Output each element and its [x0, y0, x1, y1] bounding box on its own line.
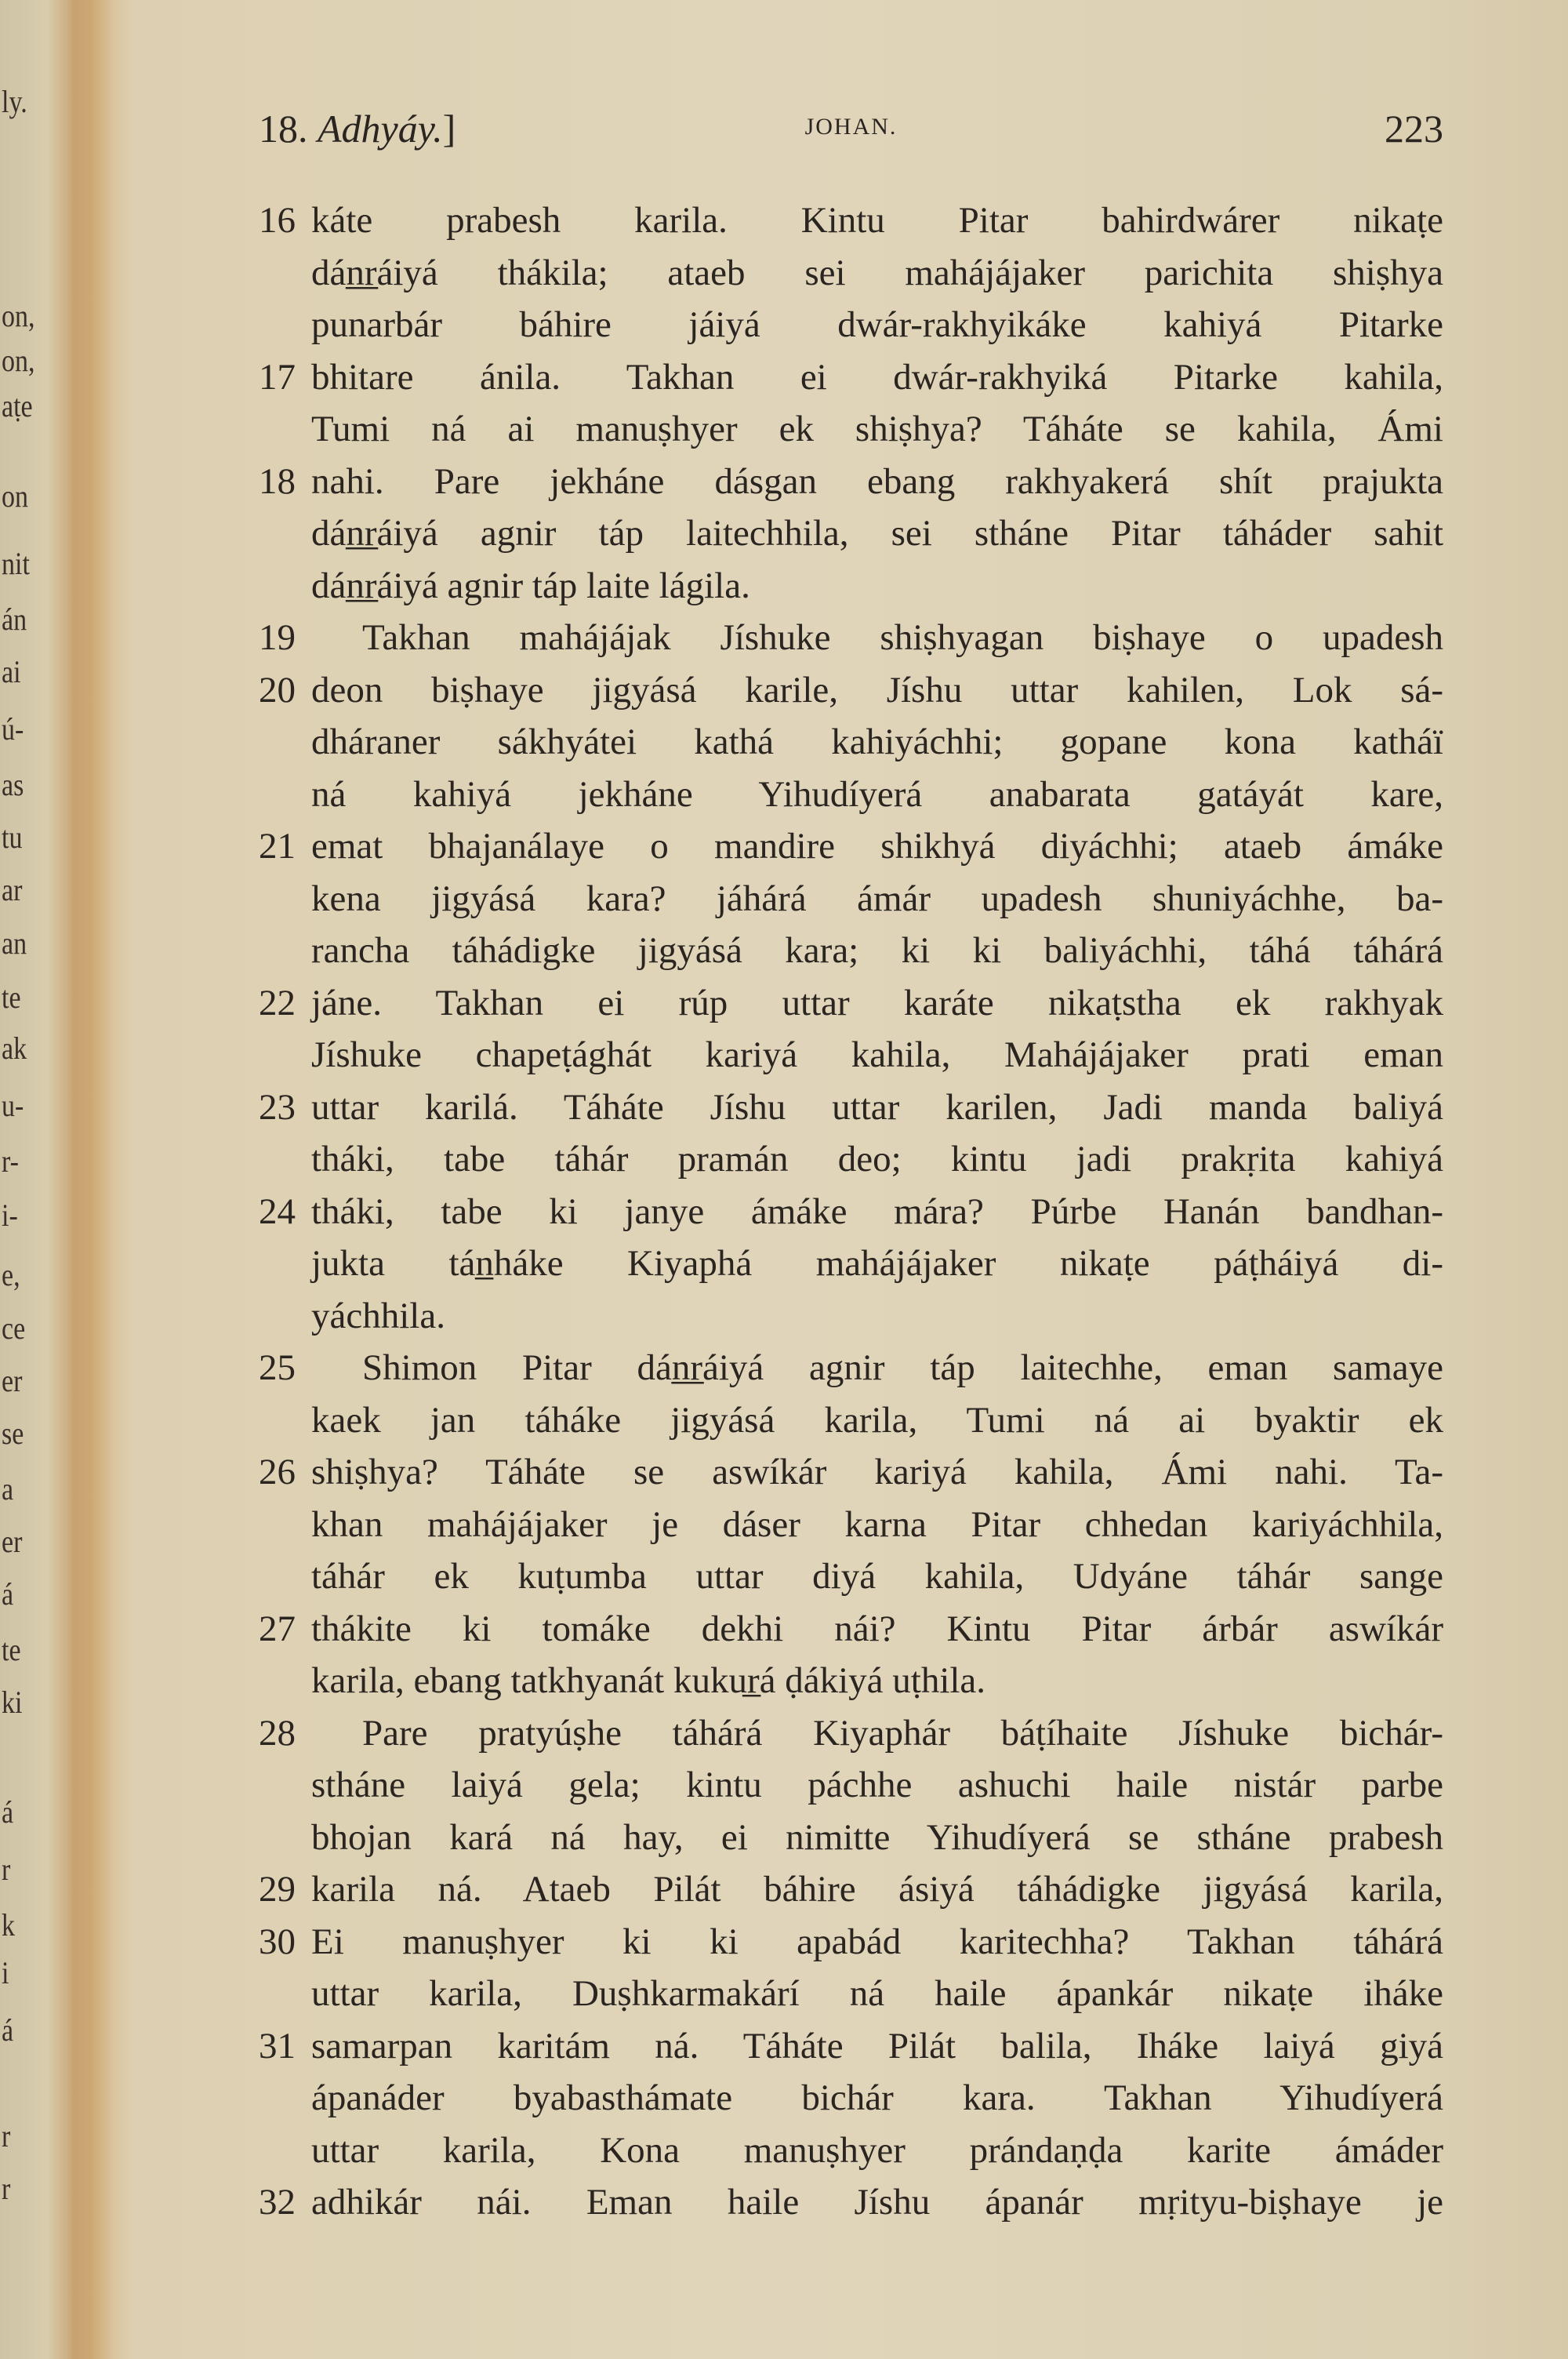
margin-fragment: ki [2, 1685, 23, 1720]
verse-number: 22 [259, 982, 296, 1023]
line-text: dán̲r̲áiyá agnir táp laitechhila, sei stháne Pitar táháder sahit [311, 513, 1443, 554]
line-text: ápanáder byabasthámate bichár kara. Takhan Yihudíyerá [311, 2077, 1443, 2118]
margin-fragment: k [2, 1907, 15, 1943]
text-line [259, 1081, 1443, 1134]
margin-fragment: ai [2, 654, 21, 689]
margin-fragment: as [2, 767, 24, 802]
text-line [259, 560, 1443, 612]
verse-number: 30 [259, 1921, 296, 1962]
text-line [259, 194, 1443, 247]
text-line [259, 612, 1443, 664]
verse-number: 19 [259, 617, 296, 658]
line-text: kena jigyásá kara? jáhárá ámár upadesh shuniyáchhe, ba- [311, 878, 1443, 919]
line-text: dháraner sákhyátei kathá kahiyáchhi; gopane kona katháï [311, 722, 1443, 762]
text-line [259, 1916, 1443, 1968]
text-line [259, 2125, 1443, 2177]
verse-number: 20 [259, 669, 296, 711]
margin-fragment: ar [2, 872, 23, 907]
text-line [259, 1446, 1443, 1499]
book-title: JOHAN. [804, 114, 898, 140]
verse-number: 16 [259, 200, 296, 241]
margin-fragment: an [2, 925, 27, 961]
text-line [259, 299, 1443, 351]
margin-fragment: u- [2, 1088, 24, 1123]
running-header [259, 106, 1443, 153]
margin-fragment: se [2, 1416, 24, 1451]
text-line [259, 1603, 1443, 1656]
line-text: bhitare ánila. Takhan ei dwár-rakhyiká Pitarke kahila, [311, 356, 1443, 398]
chapter-number: 18. [259, 107, 308, 151]
margin-fragment: á [2, 1794, 14, 1830]
margin-fragment: ly. [2, 84, 27, 119]
margin-fragment: r [2, 1852, 11, 1887]
line-text: uttar karilá. Táháte Jíshu uttar karilen, Jadi manda baliyá [311, 1086, 1443, 1128]
margin-fragment: án [2, 602, 27, 637]
text-line [259, 1394, 1443, 1447]
chapter-bracket: ] [442, 107, 456, 151]
margin-fragment: tu [2, 820, 23, 855]
text-line [259, 1290, 1443, 1343]
text-line [259, 2072, 1443, 2125]
verse-number: 26 [259, 1452, 296, 1492]
line-text: ná kahiyá jekháne Yihudíyerá anabarata gatáyát kare, [311, 773, 1443, 815]
line-text: Jíshuke chapeṭághát kariyá kahila, Mahájájaker prati eman [311, 1034, 1443, 1075]
verse-number: 25 [259, 1347, 296, 1388]
verse-number: 32 [259, 2182, 296, 2223]
chapter-word: Adhyáy. [318, 107, 443, 151]
line-text: rancha táhádigke jigyásá kara; ki ki baliyáchhi, táhá táhárá [311, 930, 1443, 971]
line-text: Shimon Pitar dán̲r̲áiyá agnir táp laitechhe, eman samaye [362, 1347, 1443, 1388]
line-text: samarpan karitám ná. Táháte Pilát balila, Iháke laiyá giyá [311, 2025, 1443, 2066]
margin-fragment: á [2, 2012, 14, 2048]
line-text: nahi. Pare jekháne dásgan ebang rakhyakerá shít prajukta [311, 460, 1443, 502]
margin-fragment: er [2, 1363, 23, 1398]
verse-number: 21 [259, 826, 296, 867]
text-line [259, 351, 1443, 404]
margin-fragment: i- [2, 1198, 18, 1233]
text-line [259, 247, 1443, 300]
text-line [259, 1342, 1443, 1394]
text-line [259, 456, 1443, 508]
text-line [259, 1655, 1443, 1707]
verse-number: 17 [259, 356, 296, 398]
margin-fragment: i [2, 1955, 9, 1990]
text-line [259, 977, 1443, 1030]
margin-fragment: on, [2, 343, 35, 378]
text-line [259, 873, 1443, 925]
margin-fragment: aṭe [2, 388, 33, 423]
verse-number: 23 [259, 1086, 296, 1128]
line-text: tháki, tabe ki janye ámáke mára? Púrbe Hanán bandhan- [311, 1190, 1443, 1232]
page-body-text [259, 194, 1443, 2229]
text-line [259, 769, 1443, 821]
margin-fragment: ce [2, 1310, 26, 1346]
margin-fragment: te [2, 1632, 21, 1667]
text-line [259, 1707, 1443, 1760]
text-line [259, 1968, 1443, 2020]
text-line [259, 2020, 1443, 2073]
margin-fragment: te [2, 980, 21, 1015]
margin-fragment: a [2, 1471, 14, 1507]
margin-fragment: r- [2, 1143, 19, 1179]
text-line [259, 403, 1443, 456]
text-line [259, 1863, 1443, 1916]
text-line [259, 820, 1443, 873]
line-text: deon biṣhaye jigyásá karile, Jíshu uttar kahilen, Lok sá- [311, 669, 1443, 711]
verse-number: 29 [259, 1869, 296, 1910]
margin-fragment: on, [2, 298, 35, 333]
text-line [259, 716, 1443, 769]
verse-number: 18 [259, 460, 296, 502]
line-text: stháne laiyá gela; kintu páchhe ashuchi haile nistár parbe [311, 1765, 1443, 1805]
line-text: emat bhajanálaye o mandire shikhyá diyáchhi; ataeb ámáke [311, 826, 1443, 867]
line-text: tháki, tabe táhár pramán deo; kintu jadi prakṛita kahiyá [311, 1139, 1443, 1180]
line-text: punarbár báhire jáiyá dwár-rakhyikáke kahiyá Pitarke [311, 304, 1443, 345]
page-number: 223 [1385, 107, 1443, 151]
margin-fragment: ú- [2, 711, 24, 747]
text-line [259, 507, 1443, 560]
line-text: uttar karila, Duṣhkarmakárí ná haile ápankár nikaṭe iháke [311, 1973, 1443, 2014]
margin-fragment: e, [2, 1257, 20, 1292]
line-text: káte prabesh karila. Kintu Pitar bahirdwárer nikaṭe [311, 200, 1443, 241]
text-line [259, 1029, 1443, 1081]
page-gutter-stain [67, 0, 114, 2359]
text-line [259, 925, 1443, 977]
line-text: jáne. Takhan ei rúp uttar karáte nikaṭstha ek rakhyak [311, 982, 1443, 1023]
line-text: Tumi ná ai manuṣhyer ek shiṣhya? Táháte se kahila, Ámi [311, 409, 1443, 449]
text-line [259, 1499, 1443, 1551]
line-text: uttar karila, Kona manuṣhyer prándaṇḍa karite ámáder [311, 2129, 1443, 2171]
line-text: khan mahájájaker je dáser karna Pitar chhedan kariyáchhila, [311, 1503, 1443, 1545]
margin-fragment: r [2, 2171, 11, 2206]
verse-number: 31 [259, 2025, 296, 2066]
line-text: yáchhila. [311, 1295, 445, 1336]
margin-fragment: on [2, 478, 28, 514]
line-text: karila ná. Ataeb Pilát báhire ásiyá táhádigke jigyásá karila, [311, 1869, 1443, 1910]
verse-number: 28 [259, 1712, 296, 1754]
line-text: shiṣhya? Táháte se aswíkár kariyá kahila, Ámi nahi. Ta- [311, 1452, 1443, 1492]
verse-number: 27 [259, 1608, 296, 1649]
line-text: dán̲r̲áiyá thákila; ataeb sei mahájájaker parichita shiṣhya [311, 252, 1443, 293]
text-line [259, 1812, 1443, 1864]
text-line [259, 1759, 1443, 1812]
verse-number: 24 [259, 1190, 296, 1232]
line-text: jukta tán̲háke Kiyaphá mahájájaker nikaṭe páṭháiyá di- [311, 1243, 1443, 1284]
margin-fragment: r [2, 2118, 11, 2154]
text-line [259, 1550, 1443, 1603]
line-text: karila, ebang tatkhyanát kukur̲á ḍákiyá uṭhila. [311, 1660, 986, 1701]
text-line [259, 664, 1443, 717]
margin-fragment: er [2, 1524, 23, 1559]
margin-fragment: á [2, 1576, 14, 1612]
line-text: bhojan kará ná hay, ei nimitte Yihudíyerá se stháne prabesh [311, 1816, 1443, 1858]
margin-fragment: ak [2, 1030, 27, 1066]
line-text: Ei manuṣhyer ki ki apabád karitechha? Takhan táhárá [311, 1921, 1443, 1962]
line-text: adhikár nái. Eman haile Jíshu ápanár mṛityu-biṣhaye je [311, 2182, 1443, 2223]
line-text: dán̲r̲áiyá agnir táp laite lágila. [311, 565, 750, 606]
text-line [259, 2176, 1443, 2229]
line-text: kaek jan táháke jigyásá karila, Tumi ná ai byaktir ek [311, 1399, 1443, 1441]
line-text: thákite ki tomáke dekhi nái? Kintu Pitar árbár aswíkár [311, 1608, 1443, 1649]
margin-fragment: nit [2, 546, 30, 581]
text-line [259, 1133, 1443, 1186]
text-line [259, 1186, 1443, 1238]
text-line [259, 1238, 1443, 1290]
line-text: Pare pratyúṣhe táhárá Kiyaphár báṭíhaite Jíshuke bichár- [362, 1712, 1443, 1754]
line-text: Takhan mahájájak Jíshuke shiṣhyagan biṣhaye o upadesh [362, 617, 1443, 658]
line-text: táhár ek kuṭumba uttar diyá kahila, Udyáne táhár sange [311, 1556, 1443, 1597]
